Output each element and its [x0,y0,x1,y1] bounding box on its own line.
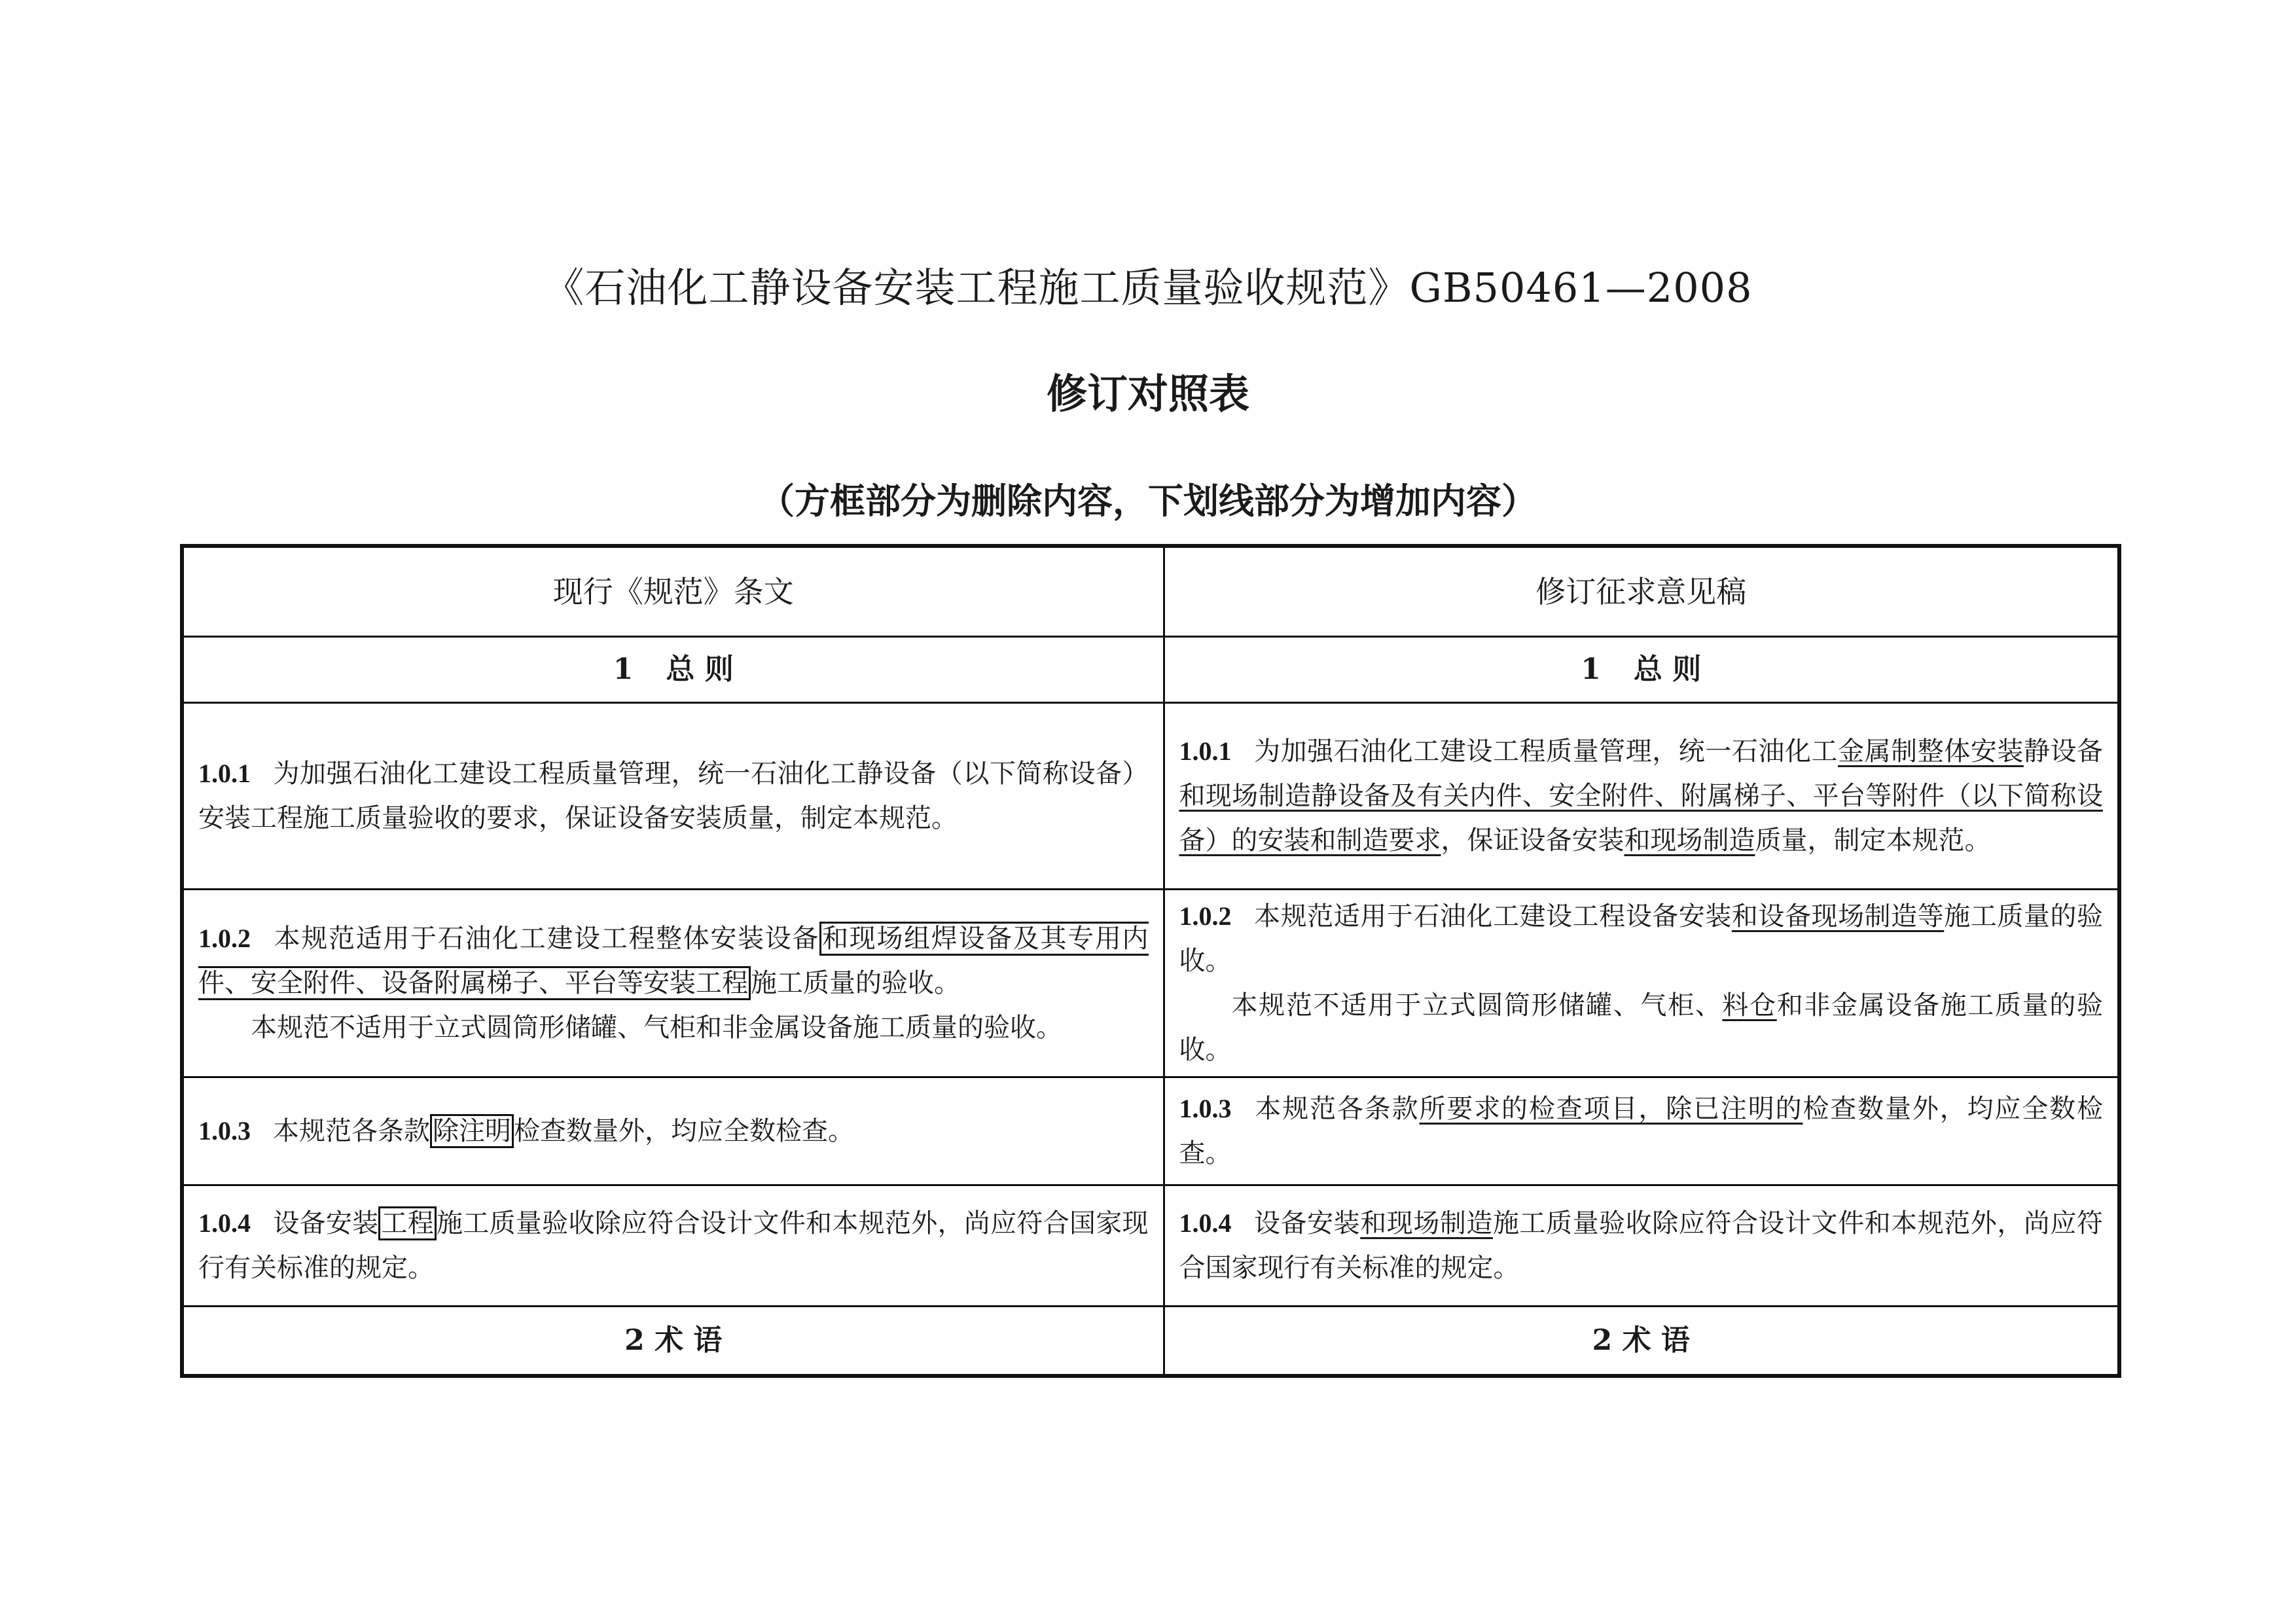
section-title: 总 则 [1633,653,1702,686]
clause-number: 1.0.4 [1179,1208,1232,1238]
clause-revised-1-0-2 [1164,890,2119,1077]
clause-paragraph: 本规范不适用于立式圆筒形储罐、气柜和非金属设备施工质量的验收。 [251,1013,1062,1043]
clause-row-1-0-4 [182,1185,2119,1307]
section-title: 术 语 [1622,1324,1690,1357]
section-row-terms [182,1307,2119,1377]
section-title: 总 则 [666,653,734,686]
header-revised-draft: 修订征求意见稿 [1164,546,2119,637]
clause-text: 本规范各条款 [1253,1094,1420,1124]
document-title: 《石油化工静设备安装工程施工质量验收规范》GB50461—2008 [543,264,1753,312]
section-heading-current [182,637,1164,703]
clause-text: 本规范不适用于立式圆筒形储罐、气柜、 [1231,990,1723,1020]
clause-current-1-0-2 [182,890,1164,1077]
clause-number: 1.0.3 [1179,1094,1232,1123]
clause-number: 1.0.1 [1179,736,1232,766]
clause-current-1-0-4 [182,1185,1164,1307]
section-title: 术 语 [655,1324,723,1357]
deleted-text-box: 工程 [378,1206,437,1240]
added-text: 和现场制造 [1360,1208,1493,1238]
clause-revised-1-0-3 [1164,1077,2119,1185]
clause-number: 1.0.3 [198,1116,251,1146]
clause-text: 检查数量外，均应全数检查。 [514,1116,854,1146]
section-number: 1 [613,653,634,686]
added-text: 金属制整体安装 [1838,736,2024,767]
section-number: 2 [1592,1324,1613,1357]
clause-text: ，保证设备安装 [1441,825,1624,856]
clause-text: 和非金属设备施工质量的验收。 [1179,990,2104,1065]
clause-text: 本规范适用于石油化工建设工程整体安装设备 [273,924,820,954]
section-row-general [182,637,2119,703]
clause-row-1-0-2 [182,890,2119,1077]
section-number: 2 [624,1324,645,1357]
clause-text: 设备安装 [1253,1208,1361,1238]
clause-text: 为加强石油化工建设工程质量管理，统一石油化工 [1253,736,1839,767]
deleted-text-box: 和现场组焊设备及其专用内件、安全附件、设备附属梯子、平台等安装工程 [198,922,1149,1000]
document-subtitle: 修订对照表 [1046,370,1249,418]
clause-text: 设备安装 [273,1208,379,1238]
clause-text: 本规范适用于石油化工建设工程设备安装 [1253,901,1732,931]
clause-number: 1.0.2 [1179,901,1232,931]
clause-current-1-0-1 [182,703,1164,890]
added-text: 和现场制造 [1624,825,1755,856]
legend-note: （方框部分为删除内容，下划线部分为增加内容） [759,480,1537,522]
clause-current-1-0-3 [182,1077,1164,1185]
clause-text: 施工质量验收除应符合设计文件和本规范外，尚应符合国家现行有关标准的规定。 [1179,1208,2103,1283]
clause-revised-1-0-4 [1164,1185,2119,1307]
added-text: 所要求的检查项目，除已注明的 [1419,1094,1803,1124]
clause-number: 1.0.2 [198,924,251,953]
table-header-row [182,546,2119,637]
clause-text: 施工质量的验收。 [751,968,960,998]
clause-row-1-0-3 [182,1077,2119,1185]
section-number: 1 [1581,653,1601,686]
clause-text: 为加强石油化工建设工程质量管理，统一石油化工静设备（以下简称设备）安装工程施工质量验收的要求，保证设备安装质量，制定本规范。 [198,759,1149,833]
clause-text: 本规范各条款 [273,1116,430,1146]
section-heading-current [182,1307,1164,1377]
clause-paragraph [1179,983,2104,1072]
header-current-clauses: 现行《规范》条文 [182,546,1164,637]
clause-text: 施工质量的验收。 [1179,901,2103,976]
added-text: 料仓 [1722,990,1777,1020]
clause-number: 1.0.4 [198,1208,251,1238]
clause-text: 施工质量验收除应符合设计文件和本规范外，尚应符合国家现行有关标准的规定。 [198,1208,1149,1283]
deleted-text-box: 除注明 [430,1114,514,1148]
section-heading-revised [1164,1307,2119,1377]
clause-row-1-0-1 [182,703,2119,890]
clause-revised-1-0-1 [1164,703,2119,890]
clause-number: 1.0.1 [198,759,251,788]
revision-comparison-table [180,544,2121,1378]
clause-text: 静设备 [2023,736,2103,767]
added-text: 和现场制造静设备及有关内件、安全附件、附属梯子、平台等附件（以下简称设备）的安装和制造要求 [1179,781,2103,856]
clause-text: 质量，制定本规范。 [1755,825,1991,856]
clause-text: 检查数量外，均应全数检查。 [1179,1094,2104,1168]
section-heading-revised [1164,637,2119,703]
added-text: 和设备现场制造等 [1731,901,1945,931]
